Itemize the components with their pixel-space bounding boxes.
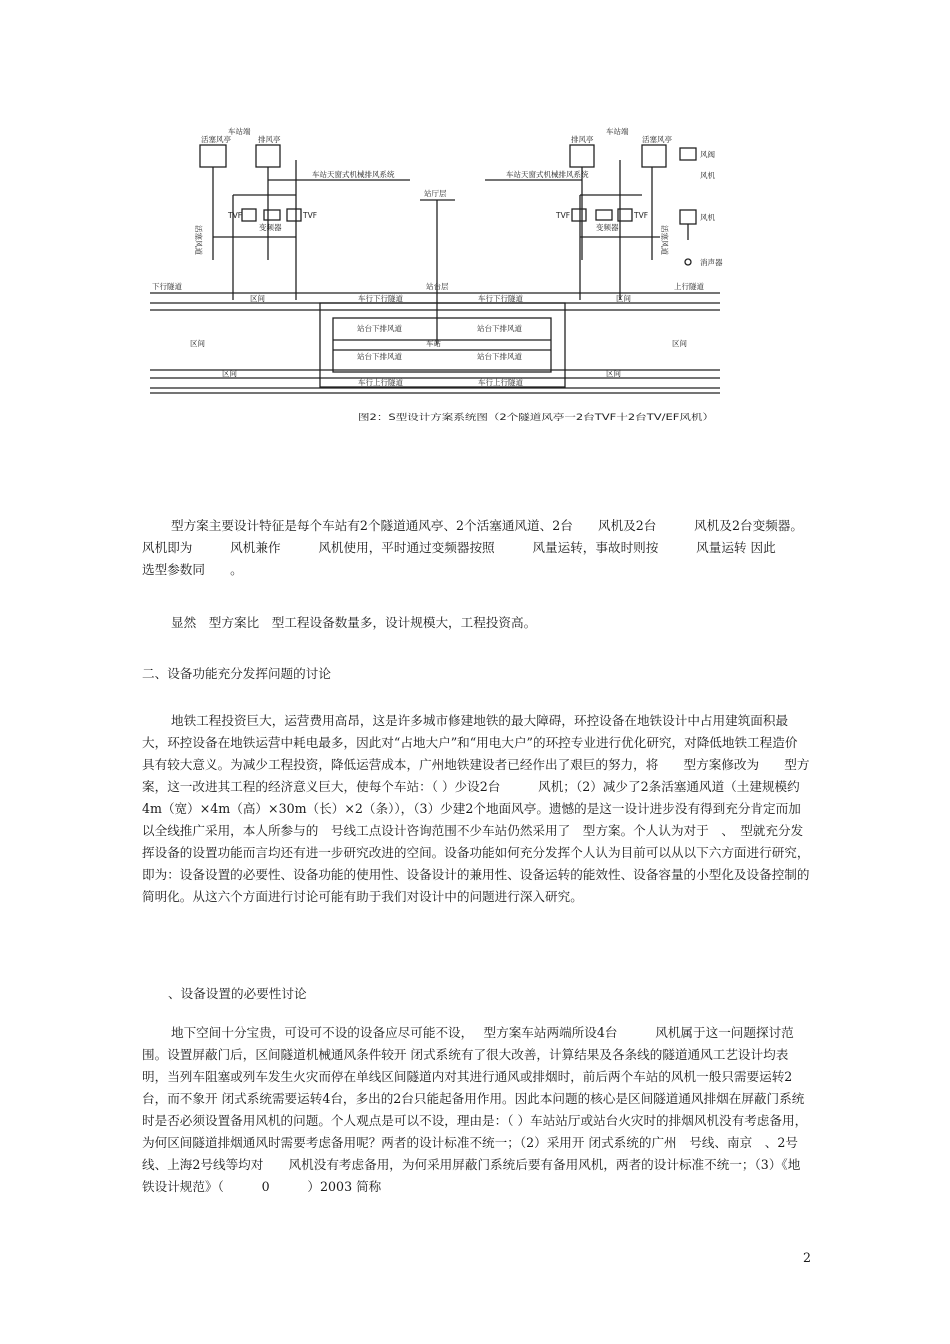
left-fan-house-1-label: 活塞风亭 xyxy=(201,135,231,144)
top-right-label: 车站端 xyxy=(606,127,629,136)
right-note: 车站天窗式机械排风系统 xyxy=(506,170,589,179)
right-direction: 上行隧道 xyxy=(674,282,704,291)
track-1: 车行下行隧道 xyxy=(358,294,403,303)
figure-caption-text: 图2：S型设计方案系统图（2个隧道风亭一2台TVF十2台TV/EF风机） xyxy=(358,413,621,423)
track-5: 站台下排风道 xyxy=(357,352,402,361)
track-3: 站台下排风道 xyxy=(357,324,402,333)
subsection-heading: 、设备设置的必要性讨论 xyxy=(168,986,307,1001)
right-fan-house-2-label: 活塞风亭 xyxy=(642,135,672,144)
track-2: 车行下行隧道 xyxy=(478,294,523,303)
ventilation-system-diagram xyxy=(0,0,950,440)
page-number: 2 xyxy=(803,1250,812,1265)
legend-4: 消声器 xyxy=(700,258,723,267)
right-fan-2: TVF xyxy=(634,211,649,220)
track-6: 站台下排风道 xyxy=(477,352,522,361)
right-damper: 变频器 xyxy=(596,223,619,232)
left-tunnel-bottom: 区间 xyxy=(222,369,237,378)
section-heading: 二、设备功能充分发挥问题的讨论 xyxy=(142,666,331,681)
paragraph-2: 显然 型方案比 型工程设备数量多，设计规模大，工程投资高。 xyxy=(170,615,537,630)
top-left-label: 车站端 xyxy=(228,127,251,136)
left-vertical: 活塞风道 xyxy=(194,225,203,255)
left-damper: 变频器 xyxy=(259,223,282,232)
left-direction: 下行隧道 xyxy=(152,282,182,291)
left-fan-2: TVF xyxy=(303,211,318,220)
right-fan-1: TVF xyxy=(556,211,571,220)
left-fan-house-1 xyxy=(200,145,226,167)
paragraph-1: 型方案主要设计特征是每个车站有2个隧道通风亭、2个活塞通风道、2台 风机及2台 风机及2台变频器。 风机即为 风机兼作 风机使用，平时通过变频器按照 风量运转，事故时则按 风量运转 因此 选型参数同 。 xyxy=(142,518,835,577)
right-tunnel-top: 区间 xyxy=(616,294,631,303)
right-fan-house-2 xyxy=(642,145,666,167)
paragraph-4: 地下空间十分宝贵，可设可不设的设备应尽可能不设， 型方案车站两端所设4台 风机属于这一问题探讨范围。设置屏蔽门后，区间隧道机械通风条件较开 闭式系统有了很大改善，计算结果及各条线的隧道通风工艺设计均表明，当列车阻塞或列车发生火灾而停在单线区间隧道内对其进行通风或排烟时，前后两个车站的风机一般只需要运转2台，而不象开 闭式系统需要运转4台，多出的2台只能起备用作用。因此本问题的核心是区间隧道通风排烟在屏蔽门系统时是否必须设置备用风机的问题。个人观点是可以不设，理由是：（ ）车站站厅或站台火灾时的排烟风机没有考虑备用，为何区间隧道排烟通风时需要考虑备用呢？两者的设计标准不统一；（2）采用开 闭式系统的广州 号线、南京 、2号线、上海2号线等均对 风机没有考虑备用，为何采用屏蔽门系统后要有备用风机，两者的设计标准不统一；（3）《地铁设计规范》（ 0 ）2003 简称 xyxy=(142,1025,808,1194)
left-fan-house-2-label: 排风亭 xyxy=(258,135,281,144)
left-fan-house-2 xyxy=(256,145,280,167)
figure-caption xyxy=(358,408,718,424)
track-4: 站台下排风道 xyxy=(477,324,522,333)
right-zone: 区间 xyxy=(672,339,687,348)
paragraph-3: 地铁工程投资巨大，运营费用高昂，这是许多城市修建地铁的最大障碍，环控设备在地铁设计中占用建筑面积最大，环控设备在地铁运营中耗电最多，因此对“占地大户”和“用电大户”的环控专业进行优化研究，对降低地铁工程造价具有较大意义。为减少工程投资，降低运营成本，广州地铁建设者已经作出了艰巨的努力，将 型方案修改为 型方案，这一改进其工程的经济意义巨大，使每个车站：（ ）少设2台 风机；（2）减少了2条活塞通风道（土建规模约4m（宽）×4m（高）×30m（长）×2（条）），（3）少建2个地面风亭。遗憾的是这一设计进步没有得到充分肯定而加以全线推广采用，本人所参与的 号线工点设计咨询范围不少车站仍然采用了 型方案。个人认为对于 、 型就充分发挥设备的设置功能而言均还有进一步研究改进的空间。设备功能如何充分发挥个人认为目前可以从以下六方面进行研究，即为：设备设置的必要性、设备功能的使用性、设备设计的兼用性、设备运转的能效性、设备容量的小型化及设备控制的简明化。从这六个方面进行讨论可能有助于我们对设计中的问题进行深入研究。 xyxy=(142,713,810,904)
left-tunnel-top: 区间 xyxy=(250,294,265,303)
legend-2: 风机 xyxy=(700,171,715,180)
center-top-label: 站厅层 xyxy=(424,189,447,198)
right-tunnel-bottom: 区间 xyxy=(606,369,621,378)
left-fan-1: TVF xyxy=(228,211,243,220)
station-label: 车站 xyxy=(426,339,441,348)
right-vertical: 活塞风道 xyxy=(660,225,669,255)
track-7: 车行上行隧道 xyxy=(358,378,403,387)
right-fan-house-1 xyxy=(570,145,594,167)
legend-1: 风阀 xyxy=(700,150,715,159)
track-8: 车行上行隧道 xyxy=(478,378,523,387)
center-mid-label: 站台层 xyxy=(426,282,449,291)
legend-3: 风机 xyxy=(700,213,715,222)
left-note: 车站天窗式机械排风系统 xyxy=(312,170,395,179)
left-zone: 区间 xyxy=(190,339,205,348)
right-fan-house-1-label: 排风亭 xyxy=(571,135,594,144)
